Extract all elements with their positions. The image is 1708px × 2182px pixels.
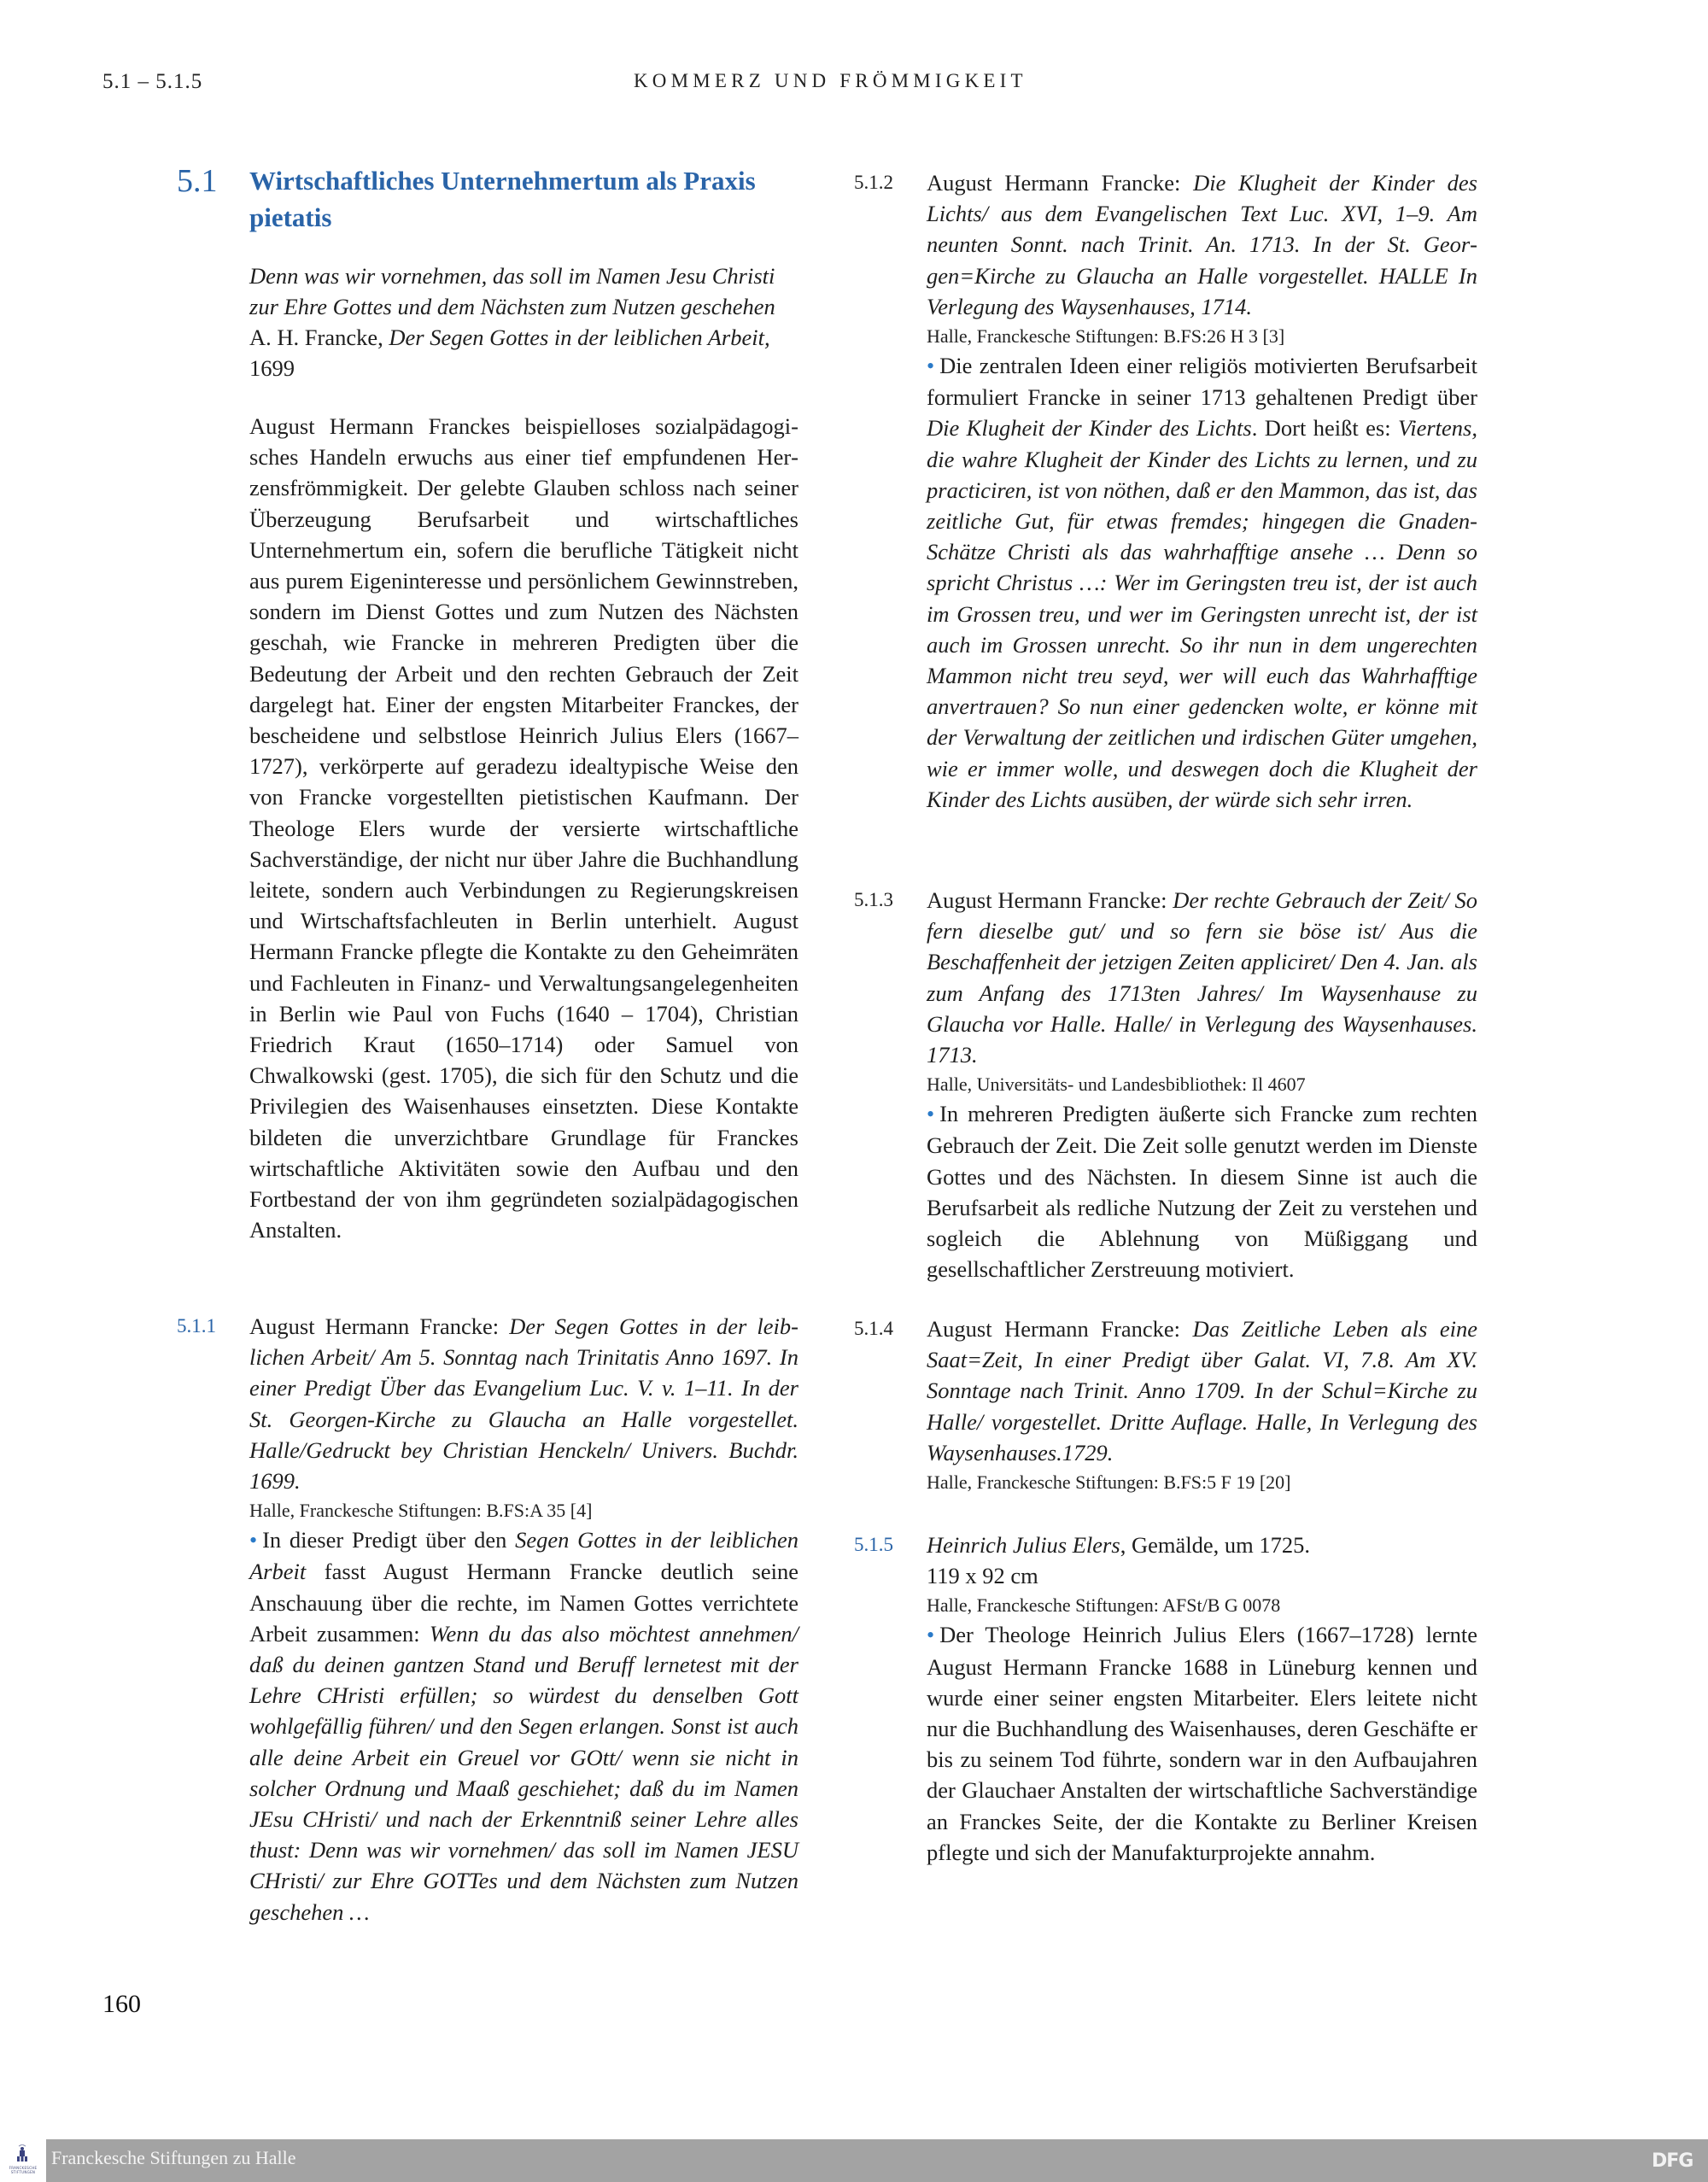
entry-location: Halle, Universitäts- und Landesbibliothek: Il 4607 — [927, 1073, 1306, 1096]
foundation-figure-icon — [16, 2144, 28, 2163]
dfg-logo[interactable]: DFG — [1652, 2150, 1693, 2172]
bullet-icon: • — [927, 354, 935, 379]
entry-number: 5.1.2 — [854, 172, 893, 193]
section-number: 5.1 — [177, 163, 218, 199]
entry-number: 5.1.5 — [854, 1534, 893, 1555]
entry-location: Halle, Franckesche Stiftungen: B.FS:26 H 3 [3] — [927, 325, 1285, 348]
footer-institution-link[interactable]: Franckesche Stiftungen zu Halle — [51, 2147, 296, 2168]
entry-location: Halle, Franckesche Stiftungen: B.FS:5 F 19 [20] — [927, 1471, 1291, 1494]
motto-block — [249, 260, 798, 383]
bullet-icon: • — [927, 1102, 935, 1127]
entry-description: • Die zentralen Ideen einer religiös motivierten Berufsarbeit formuliert Francke in seiner 1713 gehaltenen Predigt über Die Klugheit der Kinder des Lichts. Dort heißt es: Viertens, die wahre Klugheit der Kinder des Lichts zu lernen, und zu practiciren, ist von nöthen, daß er den Mammon, das ist, das zeitliche Gut, für etwas fremdes; hingegen die Gnaden-Schätze Christi als das wahrhafftige ansehe … Denn so spricht Christus …: Wer im Geringsten treu ist, der ist auch im Grossen treu, und wer im Geringsten unrecht ist, der ist auch im Grossen unrecht. So ihr nun in dem ungerechten Mammon nicht treu seyd, wer will euch das Wahrhafftige anvertrauen? So nun einer gedencken wolte, er könne mit der Verwaltung der zeitlichen und irdischen Güter umgehen, wie er immer wolle, und deswegen doch die Klugheit der Kinder des Lichts ausüben, der würde sich sehr irren. — [927, 353, 1477, 812]
entry-number: 5.1.3 — [854, 889, 893, 910]
section-title: Wirtschaftliches Unternehmertum als Praxis pietatis — [249, 166, 756, 232]
entry-title: August Hermann Francke: Der rechte Gebrauch der Zeit/ So fern dieselbe gut/ und so fern sie böse ist/ Aus die Beschaffenheit der jetzigen Zeiten appliciret/ Den 4. Jan. als zum Anfang des 1713ten Jahres/ Im Waysenhause zu Glaucha vor Halle. Halle/ in Verlegung des Waysenhauses. 1713. — [927, 887, 1477, 1068]
logo-line-1: FRANCKESCHE — [9, 2166, 38, 2170]
entry-number: 5.1.1 — [177, 1315, 216, 1337]
page-number: 160 — [102, 1990, 141, 2018]
intro-paragraph: August Hermann Franckes beispielloses sozialpädagogisches Handeln erwuchs aus einer tief empfundenen Herzensfrömmigkeit. Der gelebte Glauben schloss nach seiner Überzeugung Berufsarbeit und wirtschaftliches Unternehmertum ein, sofern die berufliche Tätigkeit nicht aus purem Eigeninteresse und persönlichem Gewinnstreben, sondern im Dienst Gottes und zum Nutzen des Nächsten geschah, wie Francke in mehreren Predigten über die Bedeutung der Arbeit und den rechten Gebrauch der Zeit dargelegt hat. Einer der engsten Mitarbeiter Franckes, der bescheidene und selbstlose Heinrich Julius Elers (1667–1727), verkörperte auf geradezu idealtypische Weise den von Francke vorgestellten pietistischen Kaufmann. Der Theologe Elers wurde der versierte wirtschaftliche Sachverständige, der nicht nur über Jahre die Buchhandlung leitete, sondern auch Verbindungen zu Regierungskreisen und Wirtschaftsfachleuten in Berlin unterhielt. August Hermann Francke pflegte die Kontakte zu den Geheimräten und Fachleuten in Finanz- und Verwaltungsangelegenheiten in Berlin wie Paul von Fuchs (1640 – 1704), Christian Friedrich Kraut (1650–1714) oder Samuel von Chwalkowski (gest. 1705), die sich für den Schutz und die Privilegien des Waisenhauses einsetzten. Diese Kontakte bildeten die unverzichtbare Grundlage für Franckes wirtschaftliche Aktivitäten sowie den Aufbau und den Fortbestand der von ihm gegründeten sozialpädagogischen Anstalten. — [249, 413, 798, 1243]
entry-title: Heinrich Julius Elers, Gemälde, um 1725. 119 x 92 cm — [927, 1532, 1310, 1589]
motto-author: A. H. Francke, — [249, 325, 383, 350]
motto-year: 1699 — [249, 355, 295, 381]
entry-description: • Der Theologe Heinrich Julius Elers (1667–1728) lernte August Hermann Francke 1688 in Lüneburg kennen und wurde einer seiner engsten Mitarbeiter. Elers leitete nicht nur die Buchhandlung des Waisenhauses, deren Geschäfte er bis zu seinem Tod führte, sondern war in den Aufbaujahren der Glauchaer Anstalten der wirtschaftliche Sachverständige an Franckes Seite, der die Kontakte zu Berliner Kreisen pflegte und sich der Manufakturprojekte annahm. — [927, 1622, 1477, 1865]
entry-title: August Hermann Francke: Die Klugheit der Kinder des Lichts/ aus dem Evangelischen Text Luc. XVI, 1–9. Am neunten Sonnt. nach Trinit. An. 1713. In der St. Georgen=Kirche zu Glaucha an Halle vorgestellet. HALLE In Verlegung des Waysenhauses, 1714. — [927, 170, 1477, 319]
entry-description: • In mehreren Predigten äußerte sich Francke zum rechten Gebrauch der Zeit. Die Zeit solle genutzt werden im Dienste Gottes und des Nächsten. In diesem Sinne ist auch die Berufsarbeit als redliche Nutzung der Zeit zu verstehen und sogleich die Ablehnung von Müßiggang und gesellschaftlicher Zerstreuung motiviert. — [927, 1101, 1477, 1283]
entry-dimensions: 119 x 92 cm — [927, 1563, 1038, 1589]
motto-quote: Denn was wir vornehmen, das soll im Namen Jesu Christi zur Ehre Gottes und dem Nächsten zum Nutzen geschehen — [249, 263, 775, 319]
bullet-icon: • — [249, 1528, 258, 1553]
franckesche-stiftungen-logo[interactable] — [0, 2139, 46, 2182]
entry-location: Halle, Franckesche Stiftungen: B.FS:A 35 [4] — [249, 1500, 593, 1522]
entry-title: August Hermann Francke: Das Zeitliche Leben als eine Saat=Zeit, In einer Predigt über Galat. VI, 7.8. Am XV. Sonntage nach Trinit. Anno 1709. In der Schul=Kirche zu Halle/ vorgestellet. Dritte Auflage. Halle, In Verlegung des Waysenhauses.1729. — [927, 1316, 1478, 1465]
entry-description: • In dieser Predigt über den Segen Gottes in der leiblichen Arbeit fasst August Hermann Francke deutlich seine Anschauung über die rechte, im Namen Gottes verrichtete Arbeit zusammen: Wenn du das also möchtest annehmen/ daß du deinen gantzen Stand und Beruff lernetest mit der Lehre CHristi erfüllen; so würdest du denselben Gott wohlgefällig führen/ und den Segen erlangen. Sonst ist auch alle deine Arbeit ein Greuel vor GOtt/ wenn sie nicht in solcher Ordnung und Maaß geschiehet; daß du im Namen JEsu CHristi/ und nach der Erkenntniß seiner Lehre alles thust: Denn was wir vornehmen/ das soll im Namen JESU CHristi/ zur Ehre GOTTes und dem Nächsten zum Nutzen geschehen … — [249, 1527, 798, 1925]
entry-title: August Hermann Francke: Der Segen Gottes in der leiblichen Arbeit/ Am 5. Sonntag nach Trinitatis Anno 1697. In einer Predigt Über das Evangelium Luc. V. v. 1–11. In der St. Georgen-Kirche zu Glaucha an Halle vorgestellet. Halle/Gedruckt bey Christian Henckeln/ Univers. Buchdr. 1699. — [249, 1313, 798, 1495]
running-header-range: 5.1 – 5.1.5 — [102, 70, 203, 93]
bullet-icon: • — [927, 1623, 935, 1648]
motto-work: Der Segen Gottes in der leiblichen Arbeit, — [389, 325, 770, 350]
entry-location: Halle, Franckesche Stiftungen: AFSt/B G 0078 — [927, 1594, 1281, 1617]
entry-number: 5.1.4 — [854, 1318, 893, 1339]
running-header-chapter-title: KOMMERZ UND FRÖMMIGKEIT — [634, 70, 1027, 91]
logo-line-2: STIFTUNGEN — [10, 2170, 36, 2174]
